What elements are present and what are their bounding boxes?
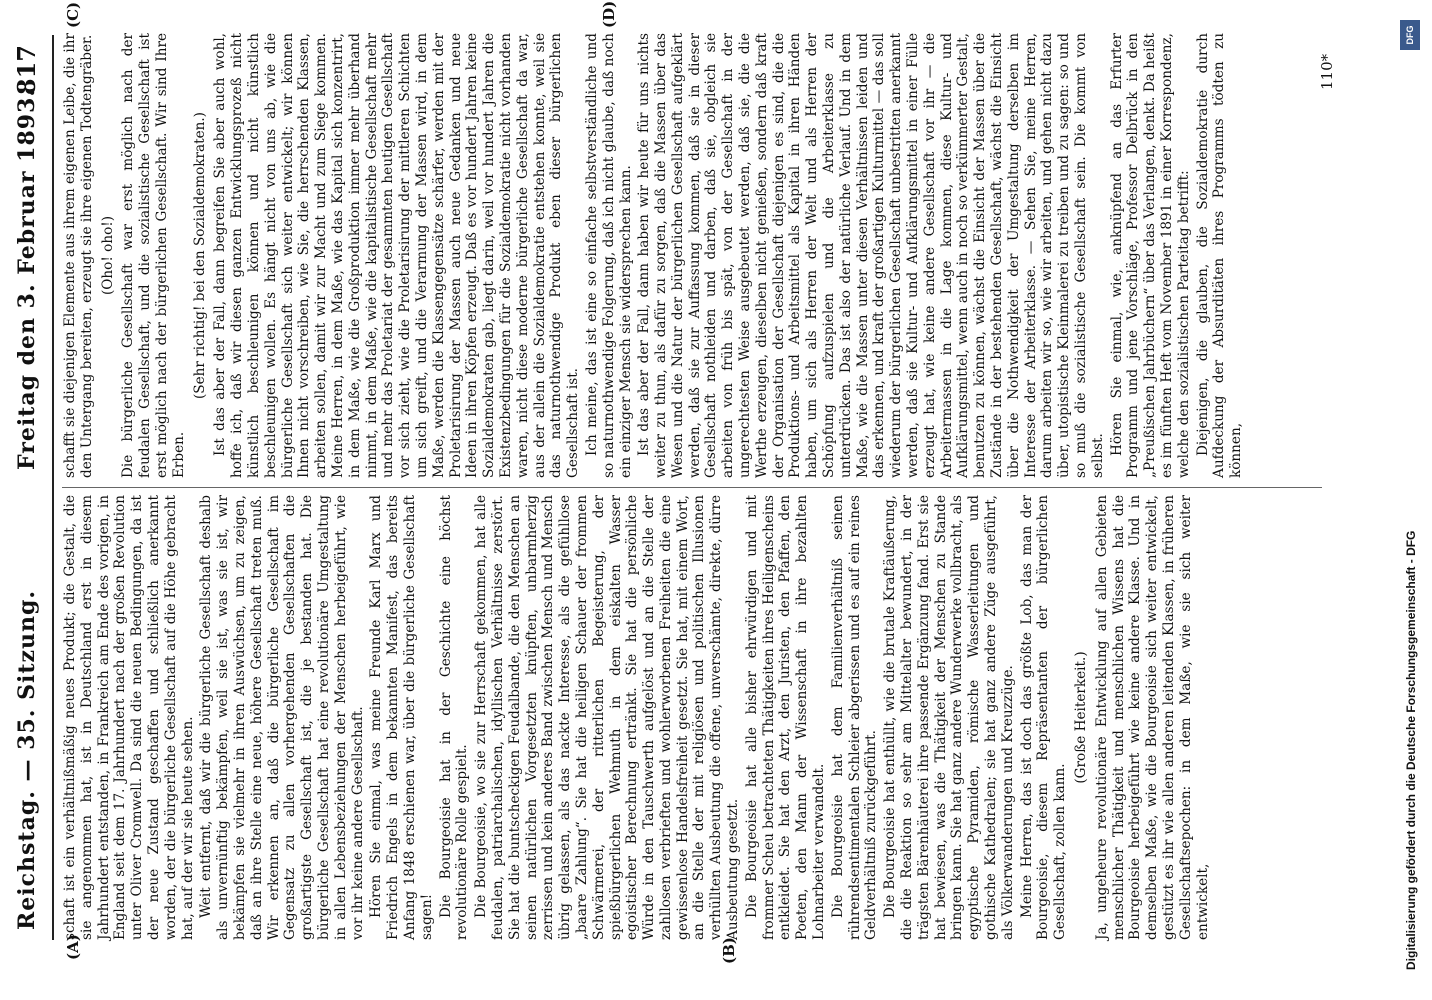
page-header [6, 35, 50, 940]
paragraph: Die Bourgeoisie hat in der Geschichte eine höchst revolutionäre Rolle gespielt. [437, 495, 471, 940]
paragraph: Ist das aber der Fall, dann haben wir heute für uns nichts weiter zu thun, als dafür zu sorgen, daß die Massen über das Wesen und die Natur der bürgerlichen Gesellschaft aufgeklärt werden, daß sie zur Auffassung kommen, daß sie in dieser Gesellschaft nothleiden und darben, daß sie, obgleich sie arbeiten von früh bis spät, von der Gesellschaft in der ungerechtesten Weise ausgebeutet werden, daß sie, die die Werthe erzeugen, dieselben nicht genießen, sondern daß kraft der Organisation der Gesellschaft diejenigen es sind, die die Produktions- und Arbeitsmittel als Kapital in ihren Händen haben, um sich als Herren der Welt und als Herren der Schöpfung aufzuspielen und die Arbeiterklasse zu unterdrücken. Das ist also der natürliche Verlauf. Und in dem Maße, wie die Massen unter diesen Verhältnissen leiden und das erkennen, und kraft der großartigen Kulturmittel — das soll wiederum der bürgerlichen Gesellschaft unbestritten anerkannt werden, daß sie Kultur- und Aufklärungsmittel in einer Fülle erzeugt hat, wie keine andere Gesellschaft vor ihr — die Arbeitermassen in die Lage kommen, diese Kultur- und Aufklärungsmittel, wenn auch in noch so verkümmerter Gestalt, benutzen zu können, wächst die Einsicht der Massen über die Zustände in der bestehenden Gesellschaft, wächst die Einsicht über die Nothwendigkeit der Umgestaltung derselben im Interesse der Arbeiterklasse. — Sehen Sie, meine Herren, darum arbeiten wir so, wie wir arbeiten, und gehen nicht dazu über, utopistische Kleinmalerei zu treiben und zu sagen: so und so muß die sozialistische Gesellschaft sein. Die kommt von selbst. [636, 33, 1106, 478]
margin-letter-a: (A) [64, 934, 82, 960]
paragraph: Ist das aber der Fall, dann begreifen Sie aber auch wohl, hoffe ich, daß wir diesen ganzen Entwicklungsprozeß nicht künstlich beschleunigen können und nicht künstlich beschleunigen wollen. Es hängt nicht von uns ab, wie die bürgerliche Gesellschaft sich weiter entwickelt; wir können Ihnen nicht vorschreiben, wie Sie, die herrschenden Klassen, arbeiten sollen, damit wir zur Macht und zum Siege kommen. Meine Herren, in dem Maße, wie das Kapital sich konzentrirt, in dem Maße, wie die Großproduktion immer mehr überhand nimmt, in dem Maße, wie die kapitalistische Gesellschaft mehr und mehr das Proletariat der gesammten heutigen Gesellschaft vor sich zieht, wie die Proletarisirung der mittleren Schichten um sich greift, und die Verarmung der Massen wird, in dem Maße, werden die Klassengegensätze schärfer, werden mit der Proletarisirung der Massen auch neue Gedanken und neue Ideen in ihren Köpfen erzeugt. Daß es vor hundert Jahren keine Sozialdemokraten gab, liegt darin, weil vor hundert Jahren die Existenzbedingungen für die Sozialdemokratie nicht vorhanden waren, nicht diese moderne bürgerliche Gesellschaft da war, aus der allein die Sozialdemokratie entstehen konnte, weil sie das naturnothwendige Produkt eben dieser bürgerlichen Gesellschaft ist. [212, 33, 582, 478]
paragraph: Meine Herren, das ist doch das größte Lob, das man der Bourgeoisie, diesem Repräsentanten der bürgerlichen Gesellschaft, zollen kann. [1018, 495, 1069, 940]
paragraph: Ich meine, das ist eine so einfache selbstverständliche und so naturnothwendige Folgerung, daß ich nicht glaube, daß noch ein einziger Mensch sie widersprechen kann. [583, 33, 634, 478]
page-number: 817 [12, 45, 41, 96]
margin-letter-c: (C) [64, 1, 82, 28]
paragraph: Die bürgerliche Gesellschaft war erst möglich nach der feudalen Gesellschaft, und die sozialistische Gesellschaft ist erst möglich nach der bürgerlichen Gesellschaft. Wir sind Ihre Erben. [120, 33, 187, 478]
left-column [62, 495, 1213, 940]
signature-mark: 110* [1318, 53, 1336, 90]
header-rule [52, 35, 54, 940]
paragraph: Hören Sie einmal, was meine Freunde Karl Marx und Friedrich Engels in dem bekannten Manifest, das bereits Anfang 1848 erschienen war, über die bürgerliche Gesellschaft sagen! [368, 495, 435, 940]
paragraph: Weit entfernt, daß wir die bürgerliche Gesellschaft deshalb als unvernünftig bekämpfen, weil sie ist, was sie ist, wir bekämpfen sie vielmehr in ihren Auswüchsen, um zu zeigen, daß an ihre Stelle eine neue, höhere Gesellschaft treten muß. Wir erkennen an, daß die bürgerliche Gesellschaft im Gegensatz zu allen vorhergehenden Gesellschaften die großartigste Gesellschaft ist, die je bestanden hat. Die bürgerliche Gesellschaft hat eine revolutionäre Umgestaltung in allen Lebensbeziehungen der Menschen herbeigeführt, wie vor ihr keine andere Gesellschaft. [198, 495, 366, 940]
digitization-note [1400, 20, 1424, 970]
digitization-text: Digitalisierung gefördert durch die Deutsche Forschungsgemeinschaft - DFG [1404, 530, 1418, 970]
paragraph: Die Bourgeoisie hat enthüllt, wie die brutale Kraftäußerung, die die Reaktion so sehr am Mittelalter bewundert, in der trägsten Bärenhäuterei ihre passende Ergänzung fand. Erst sie hat bewiesen, was die Thätigkeit der Menschen zu Stande bringen kann. Sie hat ganz andere Wunderwerke vollbracht, als egyptische Pyramiden, römische Wasserleitungen und gothische Kathedralen; sie hat ganz andere Züge ausgeführt, als Völkerwanderungen und Kreuzzüge. [882, 495, 1016, 940]
paragraph: (Sehr richtig! bei den Sozialdemokraten.) [191, 112, 208, 399]
column-divider [62, 487, 1322, 488]
paragraph: (Oho! oho!) [99, 215, 116, 296]
margin-letter-d: (D) [600, 0, 618, 28]
dfg-logo: DFG [1400, 20, 1420, 50]
paragraph: Diejenigen, die glauben, die Sozialdemokratie durch Aufdeckung der Absurditäten ihres Programms tödten zu können, [1194, 33, 1245, 478]
paragraph: schafft sie diejenigen Elemente aus ihrem eigenen Leibe, die ihr den Untergang bereiten, erzeugt sie ihre eigenen Todtengräber. [62, 33, 95, 478]
right-column [62, 33, 1247, 478]
paragraph: Ja, ungeheure revolutionäre Entwicklung auf allen Gebieten menschlicher Thätigkeit und menschlichen Wissens hat die Bourgeoisie herbeigeführt wie keine andere Klasse. Und in demselben Maße, wie die Bourgeoisie sich weiter entwickelt, gestützt es ihr wie allen anderen leitenden Klassen, in früheren Gesellschaftsepochen: in dem Maße, wie sie sich weiter entwickelt, [1093, 495, 1211, 940]
paragraph: Hören Sie einmal, wie, anknüpfend an das Erfurter Programm und jene Vorschläge, Professor Delbrück in den „Preußischen Jahrbüchern“ über das Verlangen, denkt. Da heißt es im fünften Heft vom November 1891 in einer Korrespondenz, welche den sozialistischen Parteitag betrifft: [1108, 33, 1192, 478]
running-head-date: Freitag den 3. Februar 1893. [14, 87, 40, 470]
paragraph: schaft ist ein verhältnißmäßig neues Produkt; die Gestalt, die sie angenommen hat, ist in Deutschland erst in diesem Jahrhundert entstanden, in Frankreich am Ende des vorigen, in England seit dem 17. Jahrhundert nach der großen Revolution unter Oliver Cromwell. Da sind die neuen Bedingungen, da ist der neue Zustand geschaffen und schließlich anerkannt worden, der die bürgerliche Gesellschaft auf die Höhe gebracht hat, auf der wir sie heute sehen. [62, 495, 196, 940]
margin-letter-b: (B) [720, 937, 738, 964]
paragraph: Die Bourgeoisie, wo sie zur Herrschaft gekommen, hat alle feudalen, patriarchalischen, idyllischen Verhältnisse zerstört. Sie hat die buntscheckigen Feudalbande, die den Menschen an seinen natürlichen Vorgesetzten knüpften, unbarmherzig zerrissen und kein anderes Band zwischen Mensch und Mensch übrig gelassen, als das nackte Interesse, als die gefühllose „baare Zahlung“. Sie hat die heiligen Schauer der frommen Schwärmerei, der ritterlichen Begeisterung, der spießbürgerlichen Wehmuth in dem eiskalten Wasser egoistischer Berechnung ertränkt. Sie hat die persönliche Würde in den Tauschwerth aufgelöst und an die Stelle der zahllosen verbrieften und wohlerworbenen Freiheiten die eine gewissenlose Handelsfreiheit gesetzt. Sie hat, mit einem Wort, an die Stelle der mit religiösen und politischen Illusionen verhüllten Ausbeutung die offene, unverschämte, direkte, dürre Ausbeutung gesetzt. [473, 495, 742, 940]
paragraph: (Große Heiterkeit.) [1073, 651, 1090, 784]
paragraph: Die Bourgeoisie hat dem Familienverhältniß seinen rührendsentimentalen Schleier abgerissen und es auf ein reines Geldverhältniß zurückgeführt. [829, 495, 880, 940]
paragraph: Die Bourgeoisie hat alle bisher ehrwürdigen und mit frommer Scheu betrachteten Thätigkeiten ihres Heiligenscheins entkleidet. Sie hat den Arzt, den Juristen, den Pfaffen, den Poeten, den Mann der Wissenschaft in ihre bezahlten Lohnarbeiter verwandelt. [743, 495, 828, 940]
running-head-left: Reichstag. — 35. Sitzung. [14, 589, 40, 930]
